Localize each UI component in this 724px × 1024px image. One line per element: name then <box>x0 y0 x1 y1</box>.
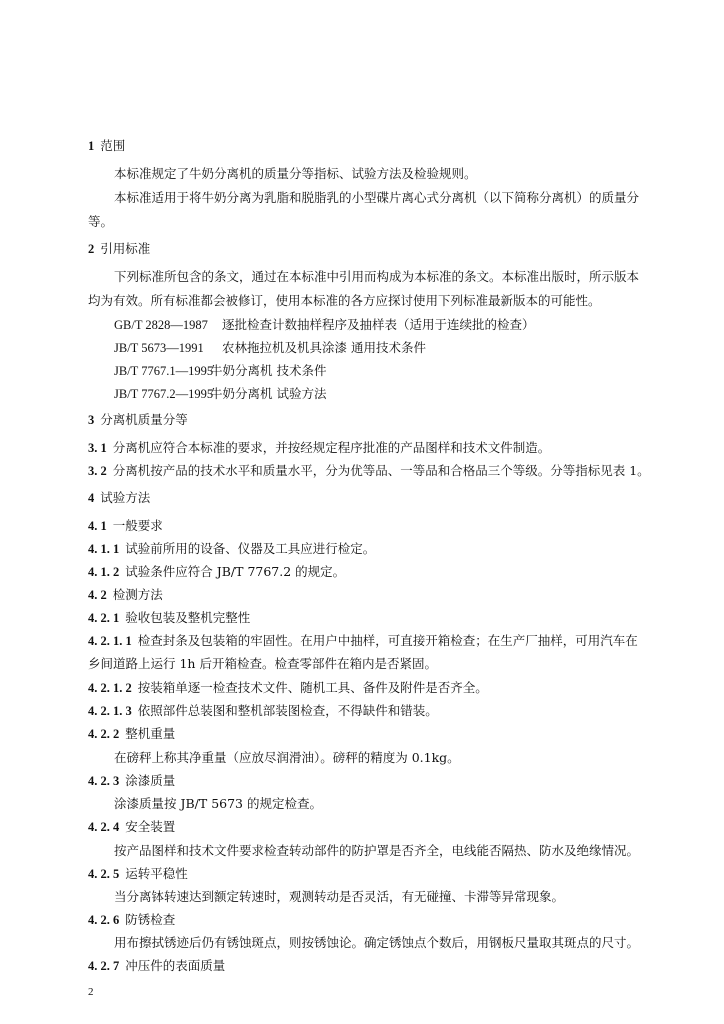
reference-code: JB/T 5673—1991 <box>114 341 204 355</box>
reference-title: 农林拖拉机及机具涂漆 通用技术条件 <box>222 340 426 355</box>
clause <box>88 773 175 789</box>
clause-text: 按装箱单逐一检查技术文件、随机工具、备件及附件是否齐全。 <box>137 680 488 695</box>
section-number: 1 <box>88 139 95 153</box>
paragraph-continuation: 均为有效。所有标准都会被修订，使用本标准的各方应探讨使用下列标准最新版本的可能性。 <box>88 293 601 308</box>
clause-text: 依照部件总装图和整机部装图检查，不得缺件和错装。 <box>137 703 438 718</box>
page-number: 2 <box>88 986 94 998</box>
section-number: 3 <box>88 413 95 427</box>
clause <box>88 912 175 928</box>
clause <box>88 726 175 742</box>
section-heading-4 <box>88 490 150 506</box>
paragraph: 按产品图样和技术文件要求检查转动部件的防护罩是否齐全，电线能否隔热、防水及绝缘情况。 <box>114 843 640 858</box>
reference-item <box>114 386 326 402</box>
reference-title: 牛奶分离机 技术条件 <box>210 363 327 378</box>
clause-text: 整机重量 <box>125 726 176 741</box>
clause-number: 4. 2. 1 <box>88 611 120 625</box>
clause-text: 防锈检查 <box>125 912 176 927</box>
clause <box>88 633 638 649</box>
clause-text: 一般要求 <box>112 518 163 533</box>
clause <box>88 587 163 603</box>
section-heading-2 <box>88 241 150 257</box>
reference-code: JB/T 7767.2—1995 <box>114 387 214 401</box>
clause-number: 4. 2. 1. 3 <box>88 704 132 718</box>
reference-title: 逐批检查计数抽样程序及抽样表（适用于连续批的检查） <box>222 317 535 332</box>
section-heading-1 <box>88 138 125 154</box>
clause-number: 4. 1. 2 <box>88 565 120 579</box>
paragraph: 涂漆质量按 JB/T 5673 的规定检查。 <box>114 796 322 811</box>
clause-number: 4. 2. 3 <box>88 774 120 788</box>
clause-text: 试验前所用的设备、仪器及工具应进行检定。 <box>125 541 376 556</box>
clause-continuation: 乡间道路上运行 1h 后开箱检查。检查零部件在箱内是否紧固。 <box>88 656 437 671</box>
clause <box>88 440 550 456</box>
paragraph: 在磅秤上称其净重量（应放尽润滑油）。磅秤的精度为 0.1kg。 <box>114 750 460 765</box>
clause-number: 4. 2. 1. 1 <box>88 634 132 648</box>
clause-text: 检查封条及包装箱的牢固性。在用户中抽样，可直接开箱检查；在生产厂抽样，可用汽车在 <box>137 633 638 648</box>
clause <box>88 564 345 580</box>
section-title: 范围 <box>100 138 126 153</box>
clause-number: 4. 2 <box>88 588 107 602</box>
clause-number: 4. 1 <box>88 519 107 533</box>
clause <box>88 958 225 974</box>
reference-code: JB/T 7767.1—1995 <box>114 364 214 378</box>
reference-item <box>114 363 326 379</box>
paragraph: 本标准适用于将牛奶分离为乳脂和脱脂乳的小型碟片离心式分离机（以下简称分离机）的质量分 <box>114 190 640 205</box>
clause <box>88 463 650 479</box>
clause <box>88 703 438 719</box>
reference-title: 牛奶分离机 试验方法 <box>210 386 327 401</box>
clause-text: 涂漆质量 <box>125 773 176 788</box>
clause-number: 4. 1. 1 <box>88 542 120 556</box>
reference-code: GB/T 2828—1987 <box>114 318 208 332</box>
section-title: 试验方法 <box>100 490 151 505</box>
section-title: 分离机质量分等 <box>100 412 188 427</box>
clause <box>88 610 250 626</box>
section-title: 引用标准 <box>100 241 151 256</box>
clause-number: 4. 2. 6 <box>88 913 120 927</box>
reference-item <box>114 340 426 356</box>
clause-number: 4. 2. 5 <box>88 867 120 881</box>
clause-number: 4. 2. 1. 2 <box>88 681 132 695</box>
clause-text: 运转平稳性 <box>125 866 188 881</box>
clause-text: 冲压件的表面质量 <box>125 958 226 973</box>
clause <box>88 541 375 557</box>
clause-number: 4. 2. 2 <box>88 727 120 741</box>
paragraph: 当分离钵转速达到额定转速时，观测转动是否灵活，有无碰撞、卡滞等异常现象。 <box>114 889 565 904</box>
section-number: 2 <box>88 242 95 256</box>
paragraph-continuation: 等。 <box>88 214 114 229</box>
clause-text: 验收包装及整机完整性 <box>125 610 251 625</box>
clause-number: 4. 2. 4 <box>88 820 120 834</box>
clause-text: 试验条件应符合 JB/T 7767.2 的规定。 <box>125 564 346 579</box>
clause-number: 4. 2. 7 <box>88 959 120 973</box>
clause <box>88 866 188 882</box>
paragraph: 本标准规定了牛奶分离机的质量分等指标、试验方法及检验规则。 <box>114 166 477 181</box>
section-heading-3 <box>88 412 188 428</box>
clause-text: 检测方法 <box>112 587 163 602</box>
clause-number: 3. 2 <box>88 464 107 478</box>
clause-text: 分离机按产品的技术水平和质量水平，分为优等品、一等品和合格品三个等级。分等指标见表 1。 <box>112 463 650 478</box>
clause <box>88 680 488 696</box>
clause <box>88 518 163 534</box>
clause-text: 分离机应符合本标准的要求，并按经规定程序批准的产品图样和技术文件制造。 <box>112 440 551 455</box>
clause-text: 安全装置 <box>125 819 176 834</box>
clause <box>88 819 175 835</box>
paragraph: 下列标准所包含的条文，通过在本标准中引用而构成为本标准的条文。本标准出版时，所示版本 <box>114 269 640 284</box>
clause-number: 3. 1 <box>88 441 107 455</box>
section-number: 4 <box>88 491 95 505</box>
paragraph: 用布擦拭锈迹后仍有锈蚀斑点，则按锈蚀论。确定锈蚀点个数后，用钢板尺量取其斑点的尺寸。 <box>114 935 640 950</box>
reference-item <box>114 317 535 333</box>
